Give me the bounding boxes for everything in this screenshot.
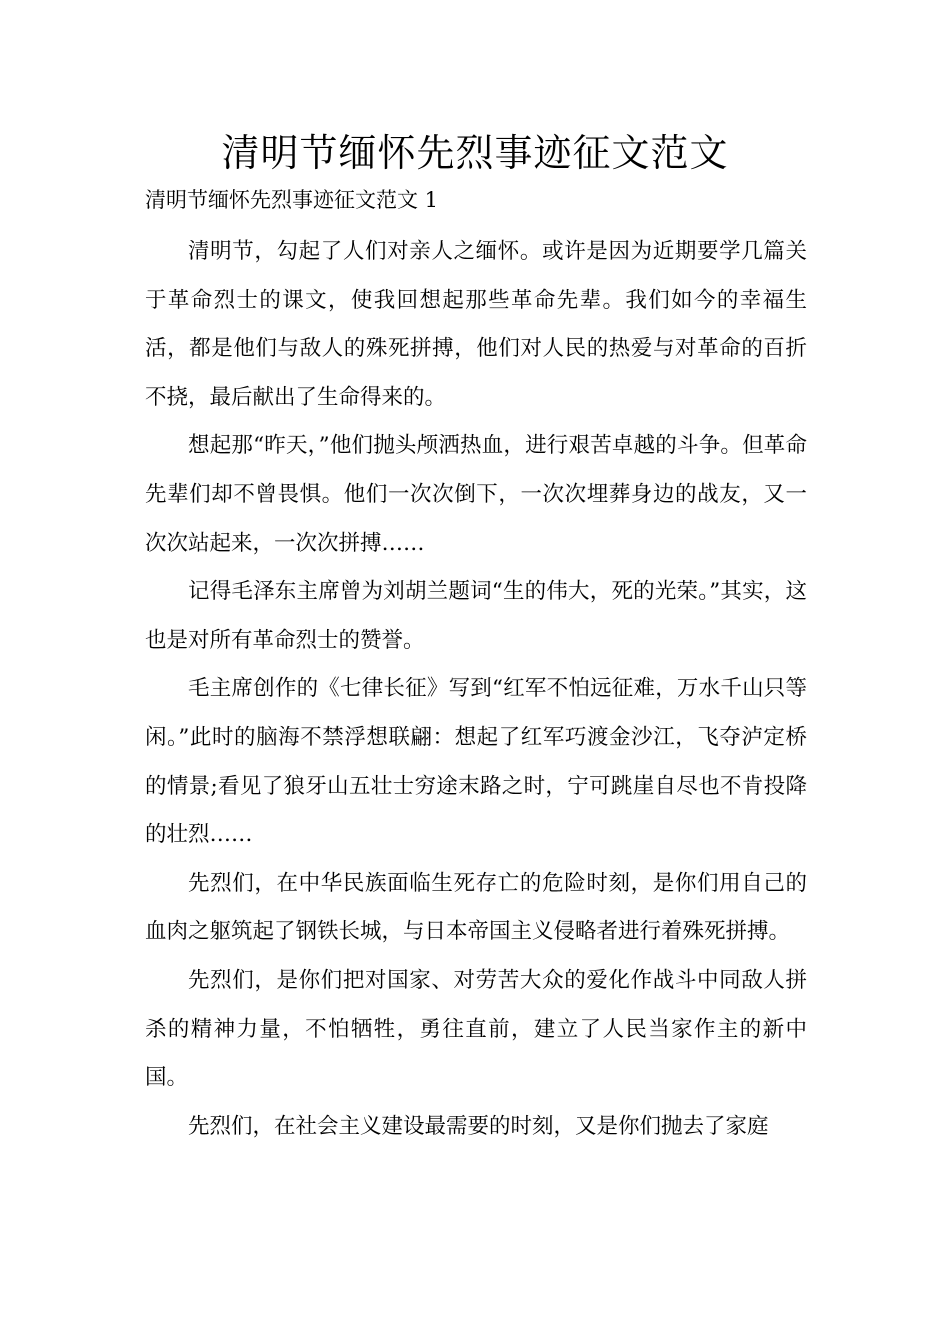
body-paragraph: 记得毛泽东主席曾为刘胡兰题词“生的伟大，死的光荣。”其实，这也是对所有革命烈士的赞誉。 (145, 579, 807, 653)
document-subtitle: 清明节缅怀先烈事迹征文范文 1 (145, 188, 439, 212)
body-paragraph: 先烈们，在中华民族面临生死存亡的危险时刻，是你们用自己的血肉之躯筑起了钢铁长城，与日本帝国主义侵略者进行着殊死拼搏。 (145, 870, 807, 945)
body-paragraph: 想起那“昨天，”他们抛头颅洒热血，进行艰苦卓越的斗争。但革命先辈们却不曾畏惧。他们一次次倒下，一次次埋葬身边的战友，又一次次站起来，一次次拼搏…… (145, 433, 807, 556)
document-title: 清明节缅怀先烈事迹征文范文 (221, 131, 729, 175)
body-paragraph: 先烈们，是你们把对国家、对劳苦大众的爱化作战斗中同敌人拼杀的精神力量，不怕牺牲，勇往直前，建立了人民当家作主的新中国。 (145, 967, 807, 1091)
body-paragraph: 清明节，勾起了人们对亲人之缅怀。或许是因为近期要学几篇关于革命烈士的课文，使我回想起那些革命先辈。我们如今的幸福生活，都是他们与敌人的殊死拼搏，他们对人民的热爱与对革命的百折不挠，最后献出了生命得来的。 (145, 239, 807, 410)
body-paragraph: 先烈们，在社会主义建设最需要的时刻，又是你们抛去了家庭 (188, 1113, 769, 1139)
document-body (145, 228, 807, 1151)
body-paragraph: 毛主席创作的《七律长征》写到“红军不怕远征难，万水千山只等闲。”此时的脑海不禁浮想联翩：想起了红军巧渡金沙江，飞夺泸定桥的情景;看见了狼牙山五壮士穷途末路之时，宁可跳崖自尽也不肯投降的壮烈…… (145, 676, 807, 848)
